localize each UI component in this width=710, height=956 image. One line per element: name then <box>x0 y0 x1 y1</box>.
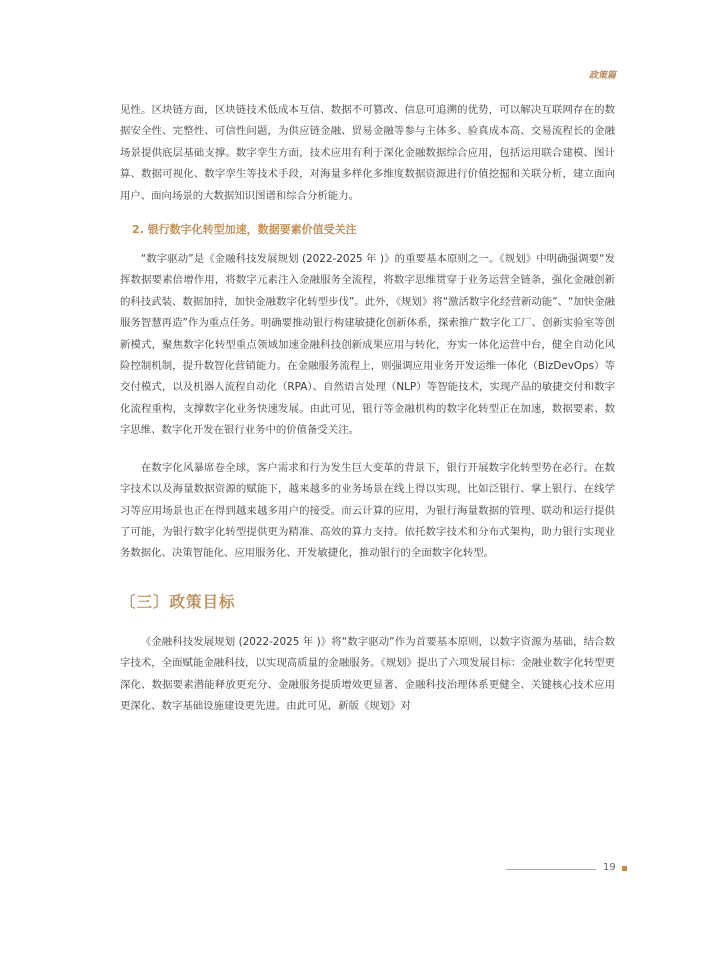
page-content <box>120 100 615 717</box>
page-number: 19 <box>603 862 616 873</box>
paragraph-2: “数字驱动”是《金融科技发展规划 (2022-2025 年 )》的重要基本原则之一。《规划》中明确强调要“发挥数据要素倍增作用，将数字元素注入金融服务全流程，将数字思维贯穿于业务运营全链条，强化金融创新的科技武装、数据加持，加快金融数字化转型步伐”。此外，《规划》将“激活数字化经营新动能”、“加快金融服务智慧再造”作为重点任务。明确要推动银行构建敏捷化创新体系，探索推广数字化工厂、创新实验室等创新模式，聚焦数字化转型重点领域加速金融科技创新成果应用与转化，夯实一体化运营中台，健全自动化风险控制机制，提升数智化营销能力。在金融服务流程上，则强调应用业务开发运维一体化（BizDevOps）等交付模式，以及机器人流程自动化（RPA）、自然语言处理（NLP）等智能技术，实现产品的敏捷交付和数字化流程重构，支撑数字化业务快速发展。由此可见，银行等金融机构的数字化转型正在加速，数据要素、数字思维、数字化开发在银行业务中的价值备受关注。 <box>120 253 615 437</box>
footer-divider <box>506 869 596 870</box>
section-title: 〔三〕政策目标 <box>120 592 236 611</box>
paragraph-4: 《金融科技发展规划 (2022-2025 年 )》将“数字驱动”作为首要基本原则，以数字资源为基础，结合数字技术，全面赋能金融科技，以实现高质量的金融服务。《规划》提出了六项发展目标：金融业数字化转型更深化、数据要素潜能释放更充分、金融服务提质增效更显著、金融科技治理体系更健全、关键核心技术应用更深化、数字基础设施建设更先进。由此可见，新版《规划》对 <box>120 635 615 712</box>
subheading: 2. 银行数字化转型加速，数据要素价值受关注 <box>132 223 357 237</box>
paragraph-3: 在数字化风暴席卷全球，客户需求和行为发生巨大变革的背景下，银行开展数字化转型势在必行。在数字技术以及海量数据资源的赋能下，越来越多的业务场景在线上得以实现，比如泛银行、掌上银行、在线学习等应用场景也正在得到越来越多用户的接受。而云计算的应用，为银行海量数据的管理、联动和运行提供了可能，为银行数字化转型提供更为精准、高效的算力支持。依托数字技术和分布式架构，助力银行实现业务数据化、决策智能化、应用服务化、开发敏捷化，推动银行的全面数字化转型。 <box>120 461 615 560</box>
section-label: 政策篇 <box>588 71 616 81</box>
page-marker-icon <box>622 866 627 871</box>
paragraph-1: 见性。区块链方面，区块链技术低成本互信、数据不可篡改、信息可追溯的优势，可以解决互联网存在的数据安全性、完整性、可信性问题，为供应链金融、贸易金融等参与主体多、验真成本高、交易流程长的金融场景提供底层基础支撑。数字孪生方面，技术应用有利于深化金融数据综合应用，包括运用联合建模、图计算、数据可视化、数字孪生等技术手段，对海量多样化多维度数据资源进行价值挖掘和关联分析，建立面向用户、面向场景的大数据知识图谱和综合分析能力。 <box>120 104 615 202</box>
